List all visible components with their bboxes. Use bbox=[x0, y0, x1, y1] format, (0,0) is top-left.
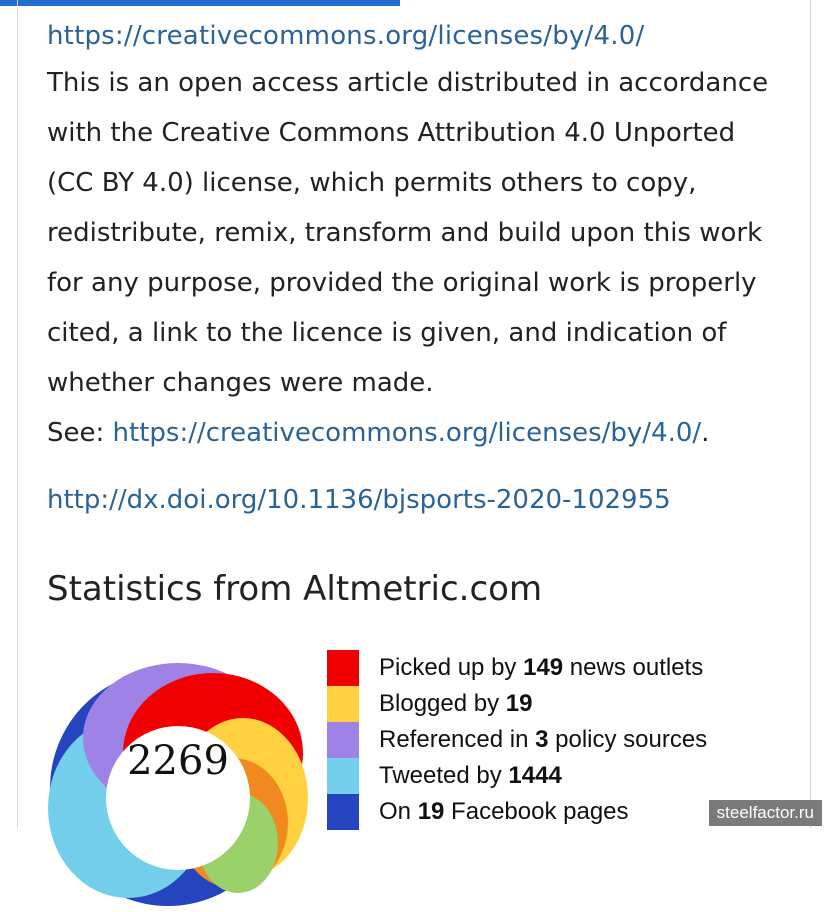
legend-count: 19 bbox=[417, 798, 445, 825]
stats-title: Statistics from Altmetric.com bbox=[47, 569, 543, 609]
page-load-progress bbox=[0, 0, 400, 6]
legend-prefix: Blogged by bbox=[379, 690, 506, 717]
legend-count: 3 bbox=[535, 726, 549, 753]
see-prefix: See: bbox=[47, 418, 113, 448]
legend-count: 149 bbox=[523, 654, 564, 681]
legend-suffix: Facebook pages bbox=[444, 798, 629, 825]
legend-prefix: Picked up by bbox=[379, 654, 524, 681]
license-statement bbox=[47, 58, 792, 408]
legend-item-news[interactable] bbox=[327, 650, 807, 686]
legend-item-blogs[interactable] bbox=[327, 686, 807, 722]
license-line: with the Creative Commons Attribution 4.0 Unported bbox=[47, 118, 736, 148]
see-license-link[interactable]: https://creativecommons.org/licenses/by/4.0/ bbox=[112, 418, 702, 448]
license-url-link[interactable]: https://creativecommons.org/licenses/by/4.0/ bbox=[47, 21, 645, 51]
license-line: whether changes were made. bbox=[47, 368, 434, 398]
legend-prefix: Referenced in bbox=[379, 726, 536, 753]
policy-swatch bbox=[327, 722, 359, 758]
watermark: steelfactor.ru bbox=[709, 800, 822, 826]
altmetric-stats bbox=[0, 620, 828, 828]
license-line: for any purpose, provided the original work is properly bbox=[47, 268, 757, 298]
altmetric-donut[interactable] bbox=[48, 648, 308, 908]
see-line bbox=[47, 408, 792, 458]
news-swatch bbox=[327, 650, 359, 686]
legend-prefix: On bbox=[379, 798, 418, 825]
legend-item-twitter[interactable] bbox=[327, 758, 807, 794]
doi-link[interactable]: http://dx.doi.org/10.1136/bjsports-2020-102955 bbox=[47, 485, 671, 515]
twitter-swatch bbox=[327, 758, 359, 794]
legend-suffix: policy sources bbox=[548, 726, 708, 753]
legend-count: 1444 bbox=[508, 762, 562, 789]
legend-suffix: news outlets bbox=[563, 654, 704, 681]
legend-prefix: Tweeted by bbox=[379, 762, 509, 789]
license-line: (CC BY 4.0) license, which permits others to copy, bbox=[47, 168, 697, 198]
legend-item-policy[interactable] bbox=[327, 722, 807, 758]
article-content bbox=[47, 14, 792, 610]
altmetric-score: 2269 bbox=[127, 738, 229, 784]
blogs-swatch bbox=[327, 686, 359, 722]
facebook-swatch bbox=[327, 794, 359, 830]
license-line: cited, a link to the licence is given, and indication of bbox=[47, 318, 727, 348]
license-line: This is an open access article distributed in accordance bbox=[47, 68, 769, 98]
see-suffix: . bbox=[701, 418, 710, 448]
legend-count: 19 bbox=[505, 690, 533, 717]
license-line: redistribute, remix, transform and build upon this work bbox=[47, 218, 763, 248]
